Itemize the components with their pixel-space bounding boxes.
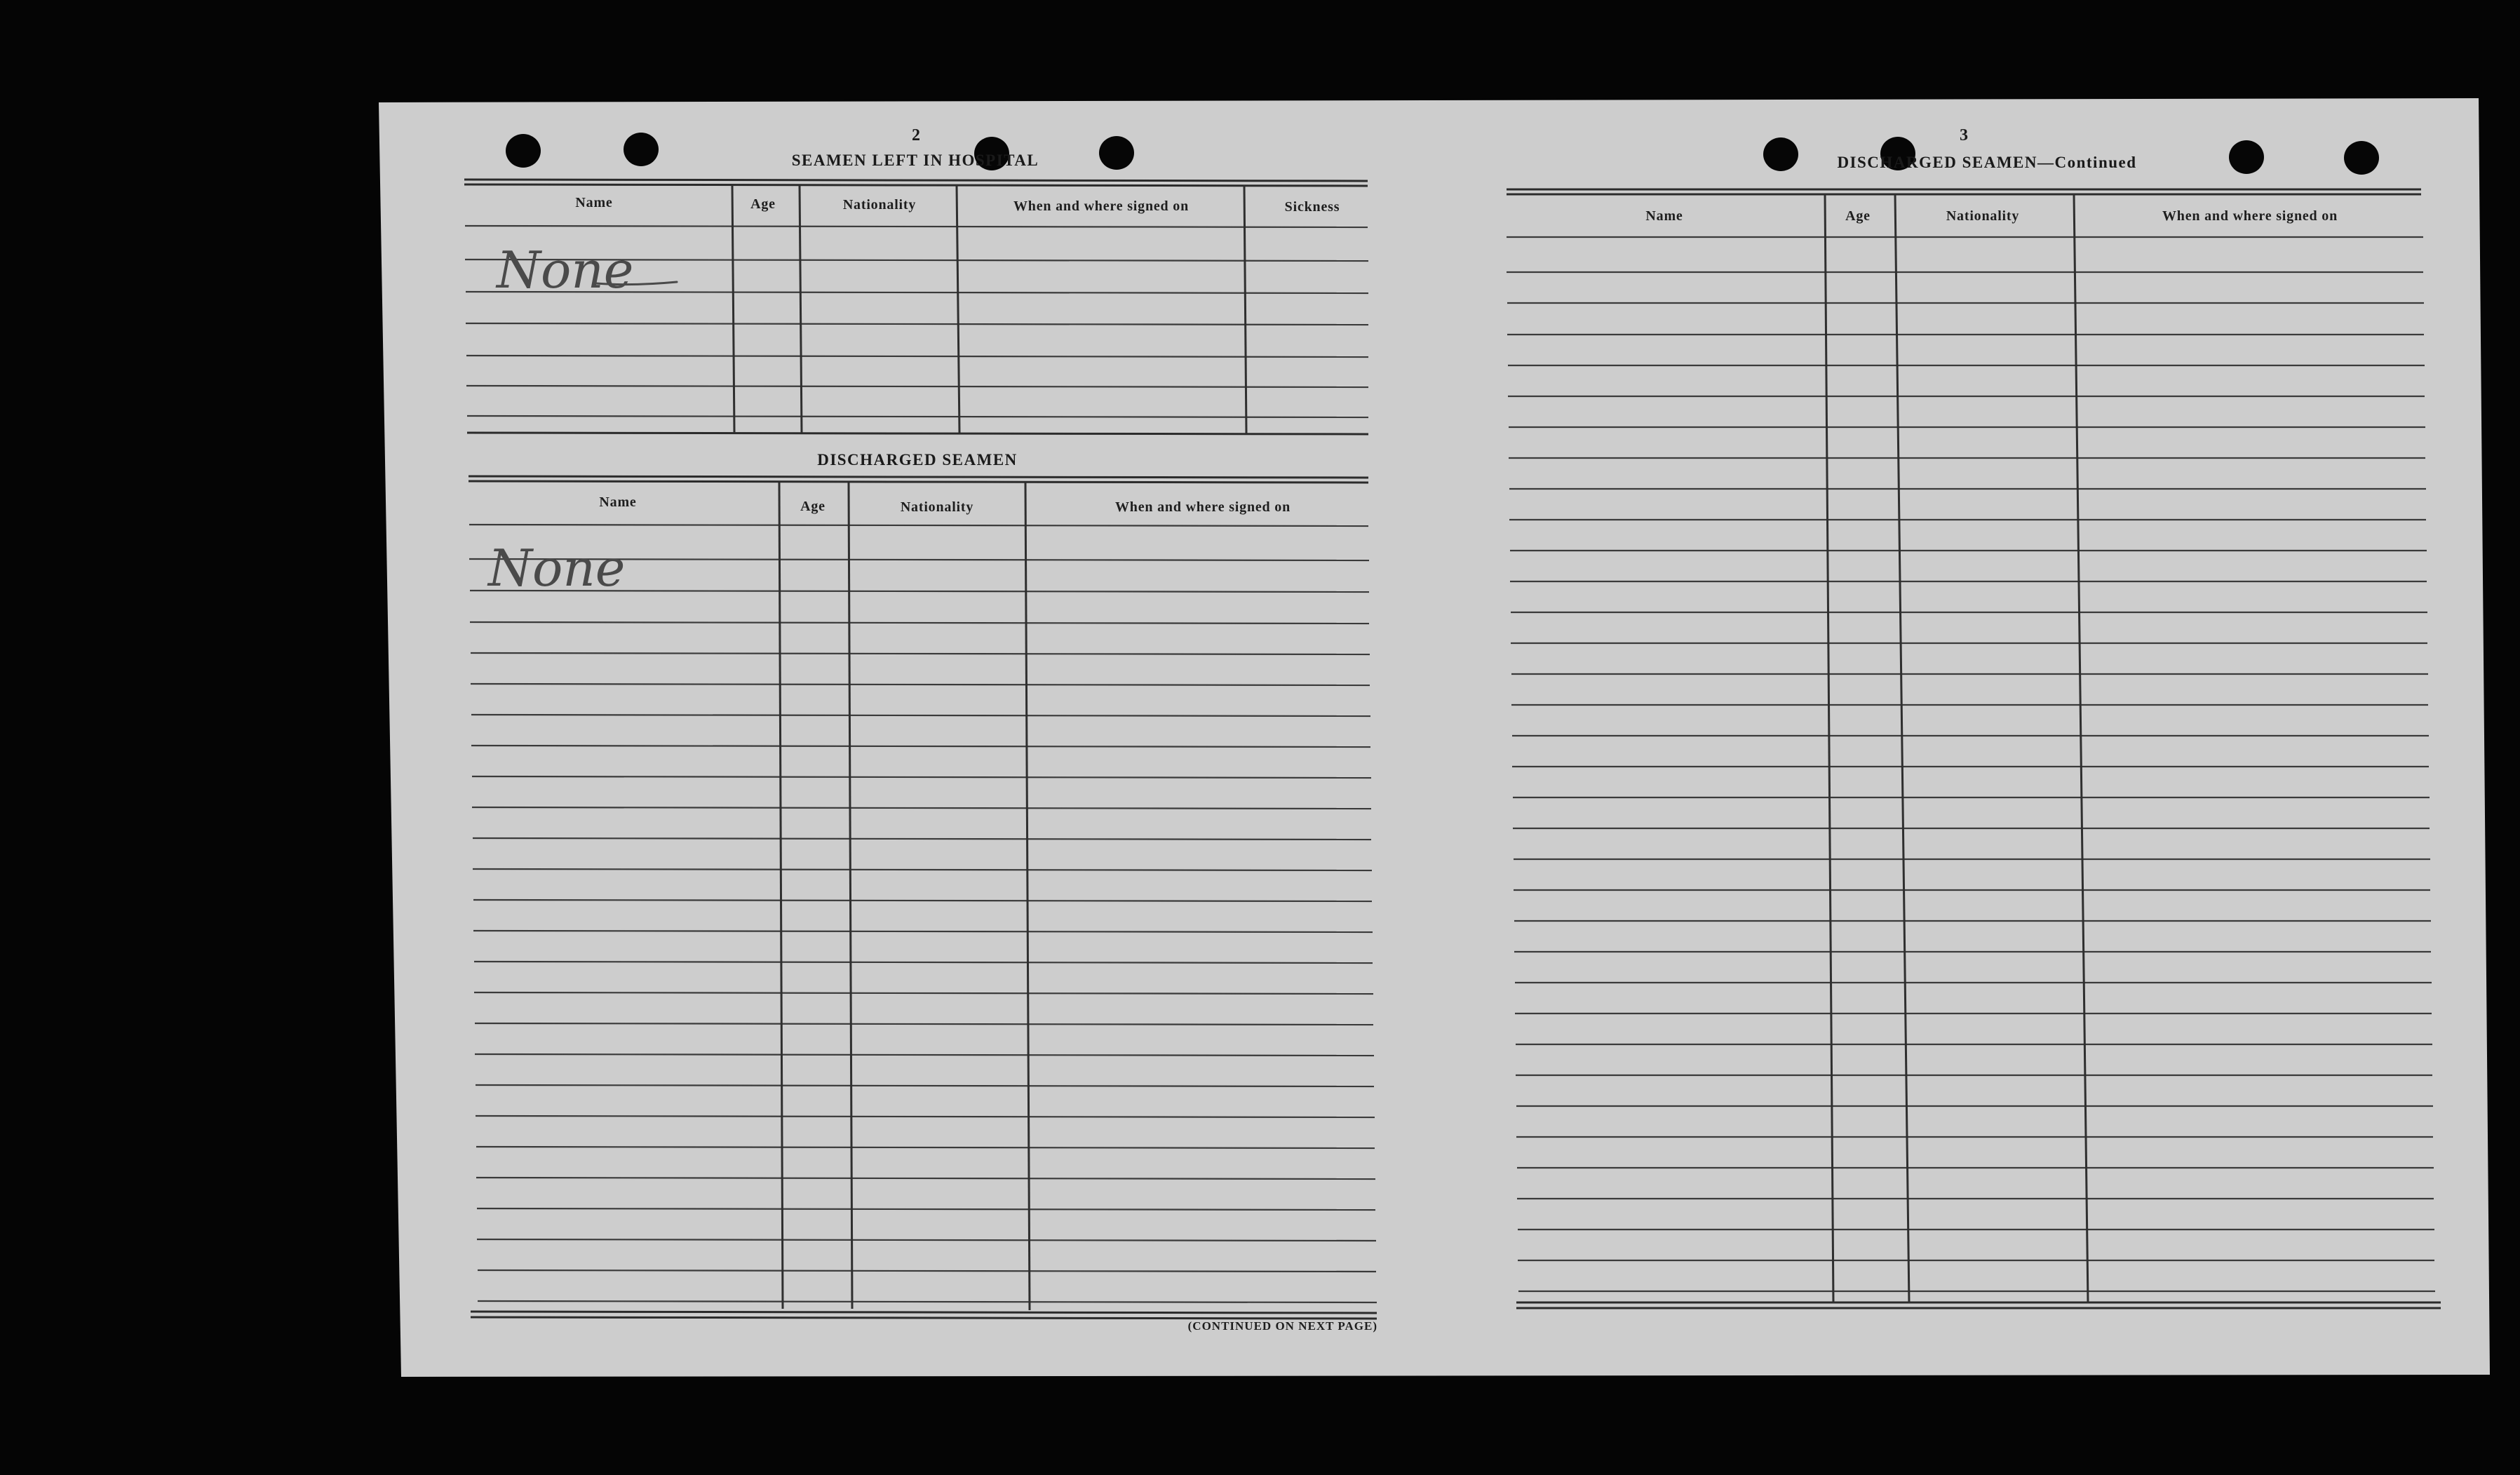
continued-footer: (CONTINUED ON NEXT PAGE) xyxy=(1187,1319,1377,1333)
punch-hole xyxy=(624,133,659,166)
column-header-nationality: Nationality xyxy=(900,499,974,515)
column-header-age: Age xyxy=(800,499,826,514)
paper-sheet xyxy=(379,98,2490,1377)
discharged-section-title: DISCHARGED SEAMEN xyxy=(817,451,1018,469)
column-header-signed-on: When and where signed on xyxy=(1115,499,1291,515)
page-number: 2 xyxy=(912,126,920,144)
column-header-name: Name xyxy=(575,195,613,210)
hospital-section-title: SEAMEN LEFT IN HOSPITAL xyxy=(791,151,1039,169)
punch-hole xyxy=(2229,140,2264,174)
column-header-sickness: Sickness xyxy=(1284,199,1340,215)
handwritten-text: None xyxy=(488,539,626,598)
column-header-age: Age xyxy=(750,196,776,212)
column-header-name: Name xyxy=(1645,208,1683,224)
section-title: DISCHARGED SEAMEN—Continued xyxy=(1837,154,2137,171)
column-header-signed-on: When and where signed on xyxy=(1013,198,1189,214)
column-header-nationality: Nationality xyxy=(842,197,917,213)
punch-hole xyxy=(2344,141,2379,175)
punch-hole xyxy=(1763,137,1798,171)
column-header-age: Age xyxy=(1845,208,1871,224)
handwritten-entry xyxy=(487,539,625,598)
punch-hole xyxy=(1099,136,1134,170)
handwritten-text: None xyxy=(497,241,634,299)
punch-hole xyxy=(506,134,541,168)
column-header-signed-on: When and where signed on xyxy=(2162,208,2338,224)
page-number: 3 xyxy=(1960,126,1968,144)
column-header-name: Name xyxy=(599,494,637,510)
column-header-nationality: Nationality xyxy=(1946,208,2020,224)
